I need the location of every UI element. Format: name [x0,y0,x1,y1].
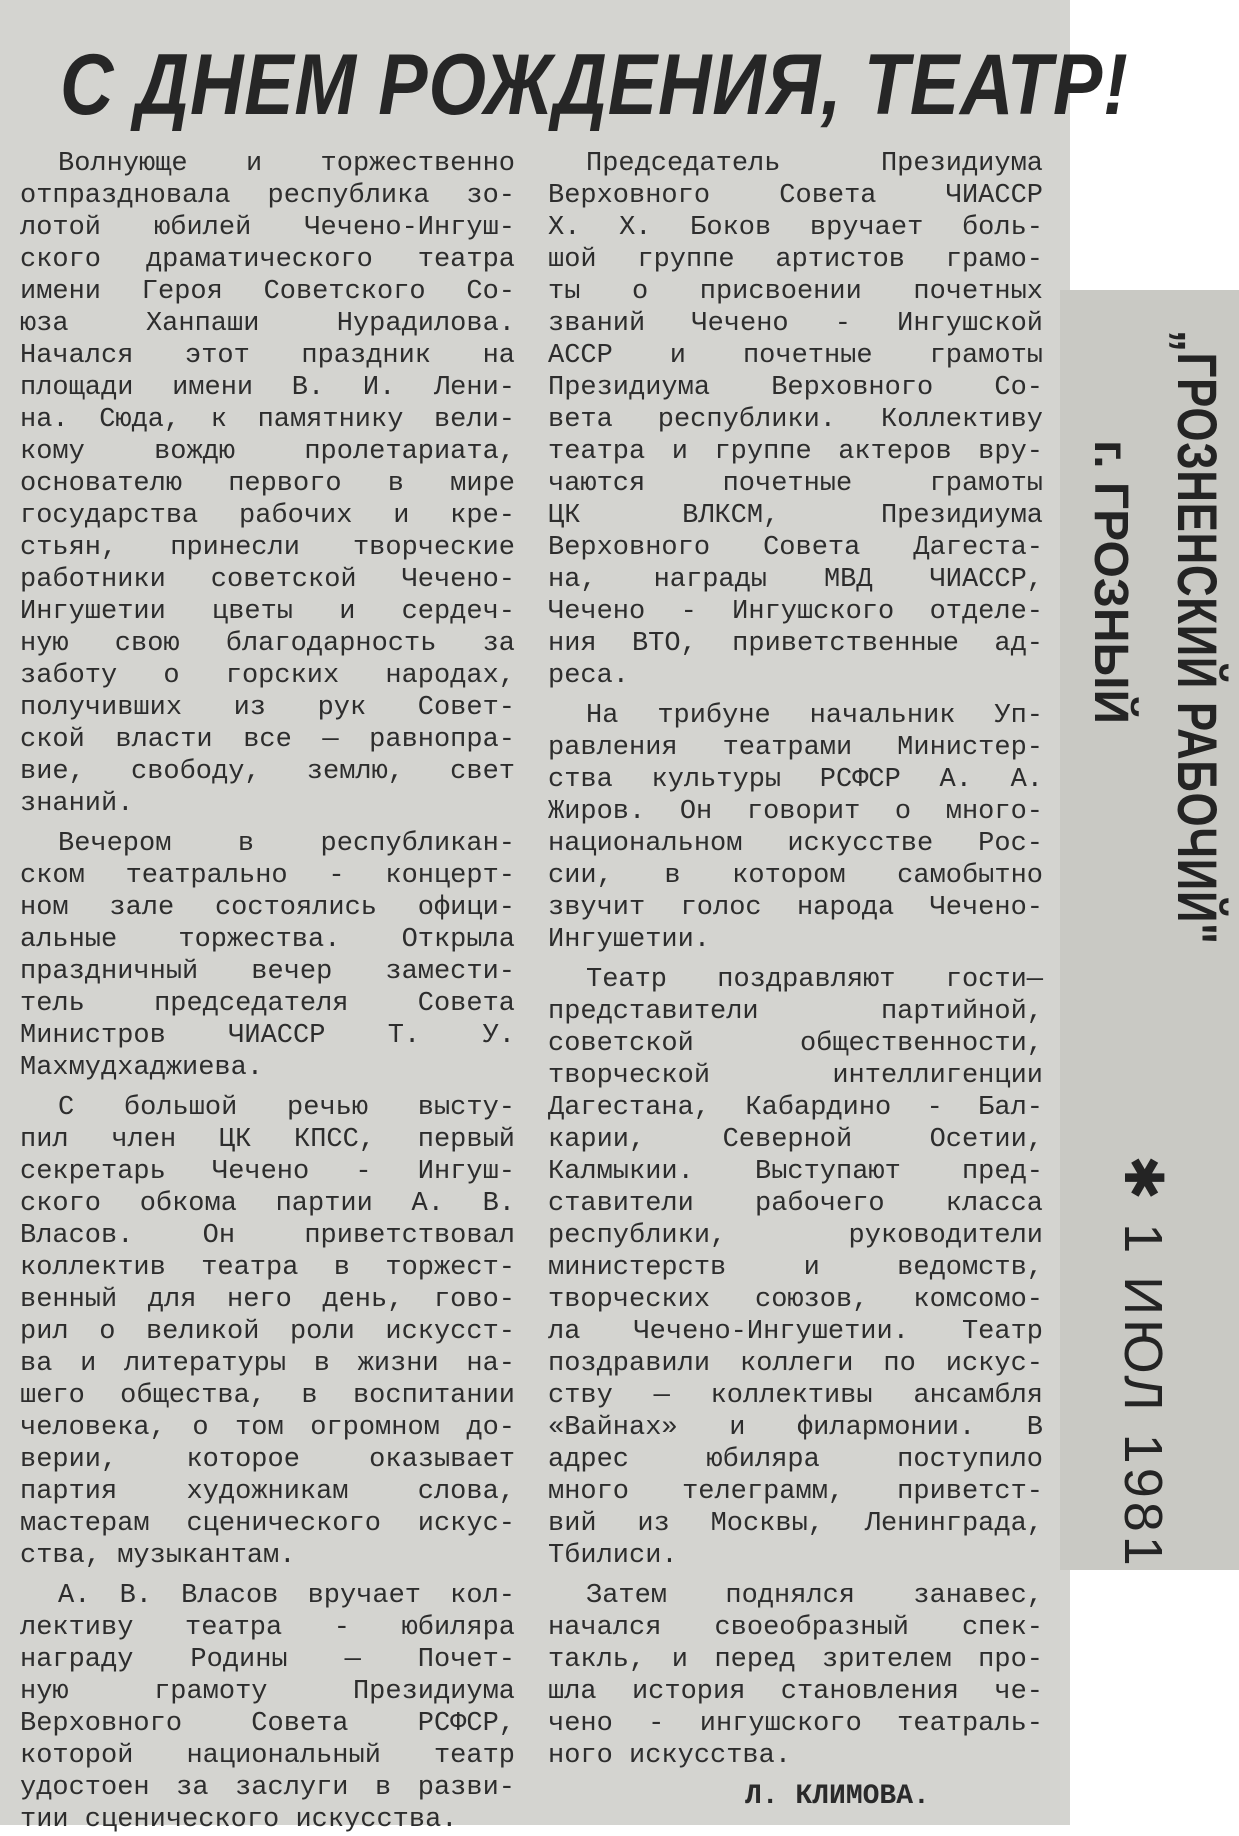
article-line: ству — коллективы ансамбля [548,1381,1043,1411]
article-line: праздничный вечер замести- [20,957,515,987]
article-line: Ингушетии цветы и сердеч- [20,597,515,627]
article-line: кому вождю пролетариата, [20,437,515,467]
article-line: мастерам сценического искус- [20,1509,515,1539]
article-line: ную свою благодарность за [20,629,515,659]
article-line: ла Чечено-Ингушетии. Театр [548,1317,1043,1347]
article-line: Ингушетии. [548,925,711,955]
article-line: Верховного Совета РСФСР, [20,1709,515,1739]
article-line: вета республики. Коллективу [548,405,1043,435]
article-line: площади имени В. И. Лени- [20,373,515,403]
article-line: Верховного Совета ЧИАССР [548,181,1043,211]
article-line: Тбилиси. [548,1541,678,1571]
article-line: творческих союзов, комсомо- [548,1285,1043,1315]
article-line: государства рабочих и кре- [20,501,515,531]
article-line: лективу театра - юбиляра [20,1613,515,1643]
article-line: «Вайнах» и филармонии. В [548,1413,1043,1443]
article-line: советской общественности, [548,1029,1043,1059]
article-line: ва и литературы в жизни на- [20,1349,515,1379]
article-line: заботу о горских народах, [20,661,515,691]
article-line: адрес юбиляра поступило [548,1445,1043,1475]
city-name: г. ГРОЗНЫЙ [1084,440,1137,725]
author-signature: Л. КЛИМОВА. [745,1781,930,1812]
article-column-left [20,148,515,1836]
paragraph-gap [548,956,1043,964]
article-line: человека, о том огромном до- [20,1413,515,1443]
article-line: ЦК ВЛКСМ, Президиума [548,501,1043,531]
article-line: верии, которое оказывает [20,1445,515,1475]
article-line: партия художникам слова, [20,1477,515,1507]
article-line: тель председателя Совета [20,989,515,1019]
article-line: Начался этот праздник на [20,341,515,371]
article-line: А. В. Власов вручает кол- [58,1581,515,1611]
article-line: министерств и ведомств, [548,1253,1043,1283]
paragraph-gap [548,1572,1043,1580]
article-line: реса. [548,661,630,691]
article-line: поздравили коллеги по искус- [548,1349,1043,1379]
article-line: такль, и перед зрителем про- [548,1645,1043,1675]
article-line: работники советской Чечено- [20,565,515,595]
article-line: творческой интеллигенции [548,1061,1043,1091]
article-line: Х. Х. Боков вручает боль- [548,213,1043,243]
date-stamp: ✱ 1 ИЮЛ 1981 [1113,1155,1173,1570]
article-line: званий Чечено - Ингушской [548,309,1043,339]
article-line: карии, Северной Осетии, [548,1125,1043,1155]
article-column-right [548,148,1043,1772]
article-line: вие, свободу, землю, свет [20,757,515,787]
article-line: ставители рабочего класса [548,1189,1043,1219]
article-line: АССР и почетные грамоты [548,341,1043,371]
headline: С ДНЕМ РОЖДЕНИЯ, ТЕАТР! [60,37,1129,133]
article-line: Вечером в республикан- [58,829,515,859]
article-line: ском театрально - концерт- [20,861,515,891]
article-line: шой группе артистов грамо- [548,245,1043,275]
article-line: ном зале состоялись офици- [20,893,515,923]
article-line: театра и группе актеров вру- [548,437,1043,467]
article-line: представители партийной, [548,997,1043,1027]
article-line: Калмыкии. Выступают пред- [548,1157,1043,1187]
article-line: получивших из рук Совет- [20,693,515,723]
article-line: чаются почетные грамоты [548,469,1043,499]
article-line: ства, музыкантам. [20,1541,296,1571]
article-line: альные торжества. Открыла [20,925,515,955]
article-line: ния ВТО, приветственные ад- [548,629,1043,659]
article-line: Президиума Верховного Со- [548,373,1043,403]
article-line: Власов. Он приветствовал [20,1221,515,1251]
article-line: секретарь Чечено - Ингуш- [20,1157,515,1187]
article-line: Волнующе и торжественно [58,149,515,179]
article-line: Затем поднялся занавес, [586,1581,1043,1611]
article-line: Министров ЧИАССР Т. У. [20,1021,515,1051]
article-line: тии сценического искусства. [20,1805,458,1835]
article-line: много телеграмм, приветст- [548,1477,1043,1507]
article-line: звучит голос народа Чечено- [548,893,1043,923]
article-line: на. Сюда, к памятнику вели- [20,405,515,435]
article-line: ного искусства. [548,1741,792,1771]
article-line: которой национальный театр [20,1741,515,1771]
article-line: рил о великой роли искусст- [20,1317,515,1347]
article-line: На трибуне начальник Уп- [586,701,1043,731]
paragraph-gap [548,692,1043,700]
article-line: лотой юбилей Чечено-Ингуш- [20,213,515,243]
article-line: Махмудхаджиева. [20,1053,264,1083]
article-line: награду Родины — Почет- [20,1645,515,1675]
article-line: чено - ингушского театраль- [548,1709,1043,1739]
paragraph-gap [20,820,515,828]
article-line: Дагестана, Кабардино - Бал- [548,1093,1043,1123]
article-line: Жиров. Он говорит о много- [548,797,1043,827]
article-line: знаний. [20,789,134,819]
paragraph-gap [20,1572,515,1580]
article-line: ского обкома партии А. В. [20,1189,515,1219]
article-line: Председатель Президиума [586,149,1043,179]
article-line: пил член ЦК КПСС, первый [20,1125,515,1155]
article-line: республики, руководители [548,1221,1043,1251]
article-line: вий из Москвы, Ленинграда, [548,1509,1043,1539]
article-line: равления театрами Министер- [548,733,1043,763]
article-line: ную грамоту Президиума [20,1677,515,1707]
article-line: национальном искусстве Рос- [548,829,1043,859]
newspaper-name: „ГРОЗНЕНСКИЙ РАБОЧИЙ" [1166,330,1229,945]
article-line: имени Героя Советского Со- [20,277,515,307]
article-line: удостоен за заслуги в разви- [20,1773,515,1803]
article-line: шла история становления че- [548,1677,1043,1707]
article-line: коллектив театра в торжест- [20,1253,515,1283]
article-line: Чечено - Ингушского отделе- [548,597,1043,627]
paragraph-gap [20,1084,515,1092]
article-line: шего общества, в воспитании [20,1381,515,1411]
article-line: Верховного Совета Дагеста- [548,533,1043,563]
article-line: венный для него день, гово- [20,1285,515,1315]
article-line: С большой речью высту- [58,1093,515,1123]
article-line: сии, в котором самобытно [548,861,1043,891]
article-line: ства культуры РСФСР А. А. [548,765,1043,795]
article-line: на, награды МВД ЧИАССР, [548,565,1043,595]
article-line: Театр поздравляют гости— [586,965,1043,995]
article-line: начался своеобразный спек- [548,1613,1043,1643]
article-line: ской власти все — равнопра- [20,725,515,755]
article-line: юза Ханпаши Нурадилова. [20,309,515,339]
article-line: ского драматического театра [20,245,515,275]
article-line: основателю первого в мире [20,469,515,499]
article-line: стьян, принесли творческие [20,533,515,563]
article-line: ты о присвоении почетных [548,277,1043,307]
article-line: отпраздновала республика зо- [20,181,515,211]
